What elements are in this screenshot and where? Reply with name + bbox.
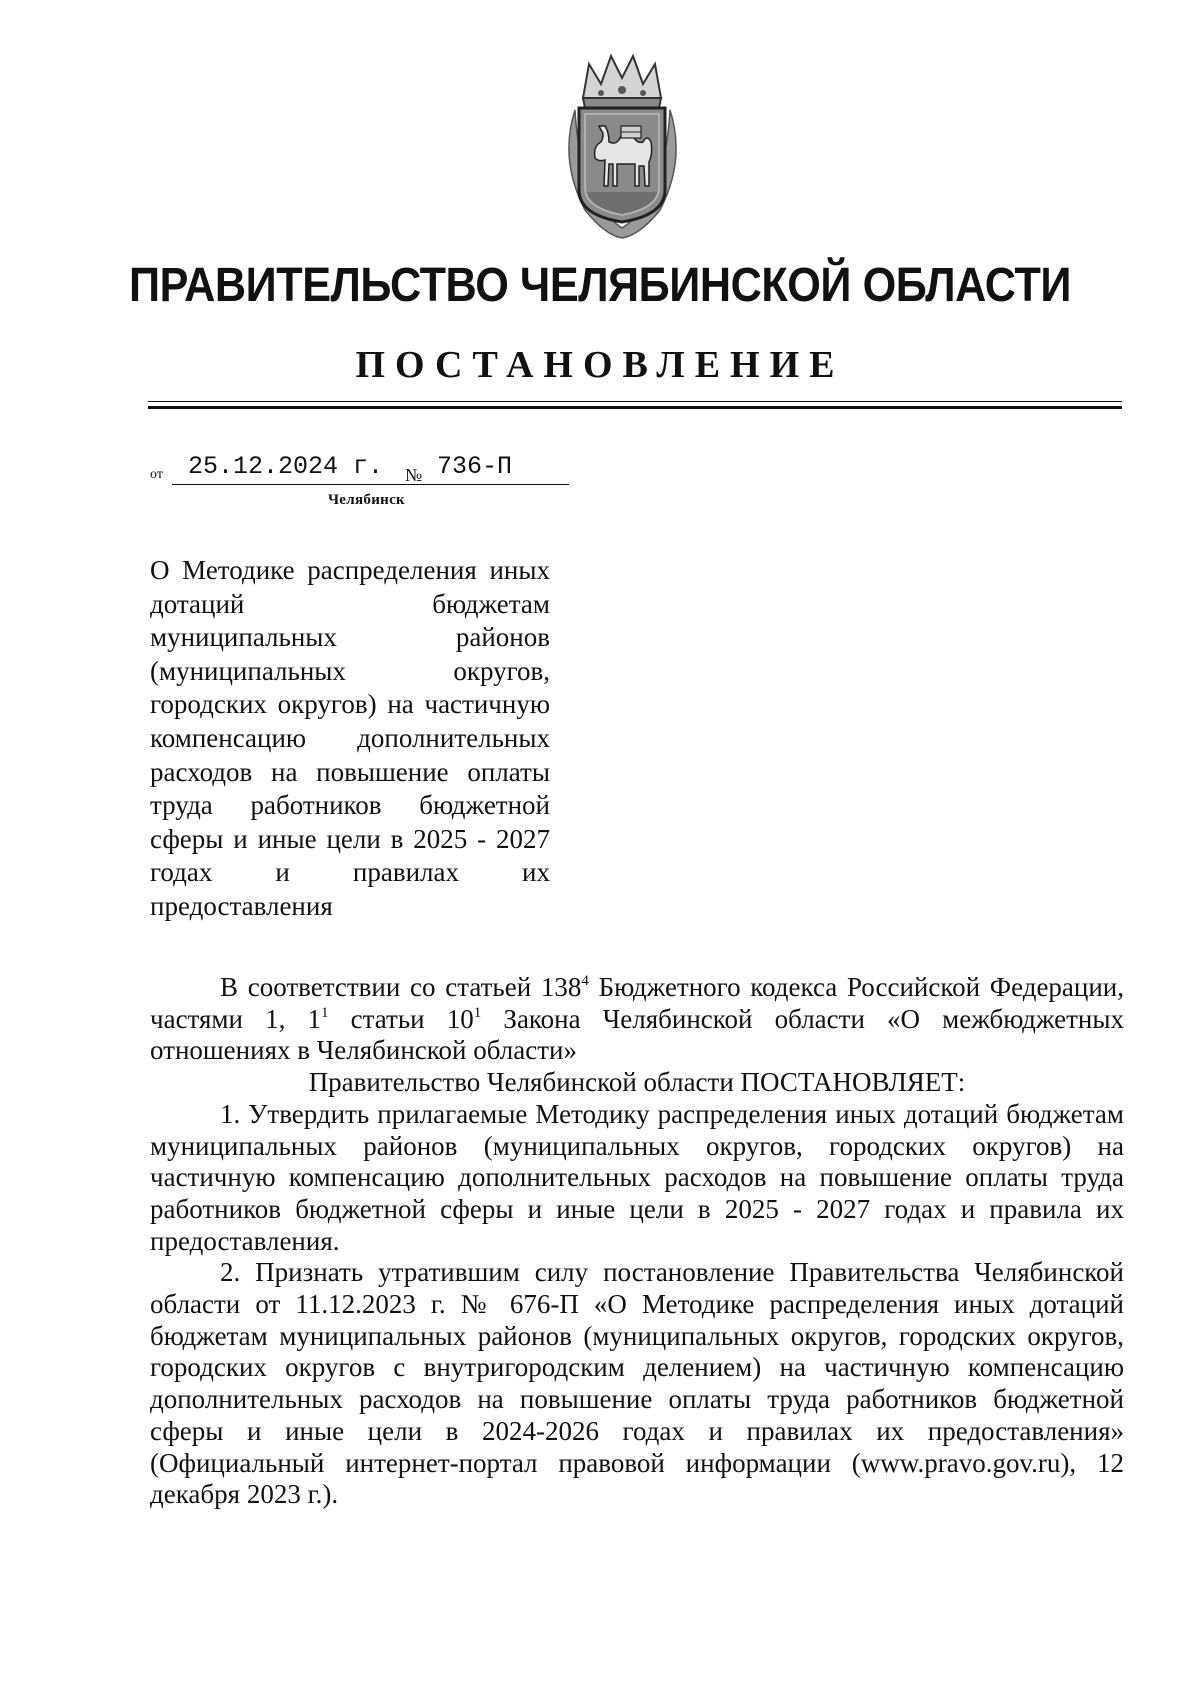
preamble-text-2: Бюджетного кодекса Российской Федерации, частями 1, 1 [150, 972, 1125, 1034]
preamble-text-1: В соответствии со статьей 138 [220, 972, 582, 1002]
number-sign: № [405, 465, 423, 485]
header-divider-thick [148, 406, 1122, 409]
from-label: от [150, 467, 163, 482]
document-subject: О Методике распределения иных дотаций бюджетам муниципальных районов (муниципальных округов, городских округов) на частичную компенсацию дополнительных расходов на повышение оплаты труда работников бюджетной сферы и иные цели в 2025 - 2027 годах и правилах их предоставления [150, 555, 550, 921]
item-2-paragraph: 2. Признать утратившим силу постановление Правительства Челябинской области от 11.12.2023 г. № 676-П «О Методике распределения иных дотаций бюджетам муниципальных районов (муниципальных округов, городских округов, городских округов с внутригородским делением) на частичную компенсацию дополнительных расходов на повышение оплаты труда работников бюджетной сферы и иные цели в 2024-2026 годах и правилах их предоставления» (Официальный интернет-портал правовой информации (www.pravo.gov.ru), 12 декабря 2023 г.). [150, 1257, 1124, 1510]
header-divider-thin [148, 401, 1122, 402]
preamble-text-3: статьи 10 [328, 1003, 474, 1034]
preamble-sup-3: 1 [473, 1004, 482, 1021]
document-number: 736-П [437, 452, 513, 481]
city-label: Челябинск [328, 492, 405, 508]
document-body [150, 972, 1124, 1511]
government-title: ПРАВИТЕЛЬСТВО ЧЕЛЯБИНСКОЙ ОБЛАСТИ [128, 259, 1071, 312]
preamble-text-4: Закона Челябинской области «О межбюджетных отношениях в Челябинской области» [150, 1003, 1125, 1066]
item-1-paragraph: 1. Утвердить прилагаемые Методику распределения иных дотаций бюджетам муниципальных районов (муниципальных округов, городских округов) на частичную компенсацию дополнительных расходов на повышение оплаты труда работников бюджетной сферы и иные цели в 2025 - 2027 годах и правила их предоставления. [150, 1098, 1124, 1256]
document-date: 25.12.2024 г. [188, 452, 384, 481]
number-underline [429, 484, 569, 485]
preamble-sup-2: 1 [321, 1004, 329, 1021]
chelyabinsk-coat-of-arms-icon [555, 50, 690, 240]
resolves-line: Правительство Челябинской области ПОСТАНОВЛЯЕТ: [308, 1067, 966, 1098]
preamble-sup-1: 4 [581, 973, 589, 989]
document-type-title: ПОСТАНОВЛЕНИЕ [355, 344, 845, 386]
requisites-line [150, 452, 600, 492]
preamble-paragraph [150, 972, 1124, 1067]
